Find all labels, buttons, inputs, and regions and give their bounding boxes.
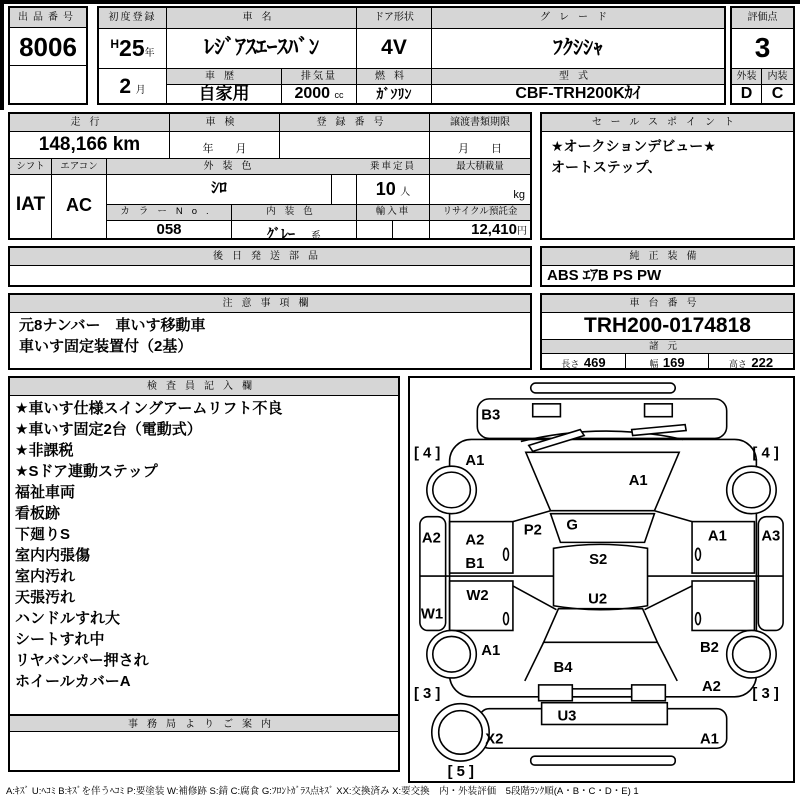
interior-color-label: 内装色 [232, 205, 357, 221]
inspector-item: 天張汚れ [15, 589, 76, 606]
inspector-item: 室内汚れ [15, 568, 76, 585]
inspector-item: 福祉車両 [15, 484, 76, 501]
inspector-item: ハンドルすれ大 [15, 610, 121, 627]
car-name-value: ﾚｼﾞｱｽｴｰｽﾊﾞﾝ [167, 29, 357, 68]
spec-label: 諸元 [542, 339, 793, 354]
recycle-label: リサイクル預託金 [430, 205, 530, 221]
height-label: 高さ [728, 359, 747, 369]
era-letter: H [110, 37, 120, 51]
damage-code-U2: U2 [588, 591, 608, 608]
inspector-item: ホイールカバーA [15, 673, 131, 690]
displacement-label: 排気量 [282, 68, 357, 85]
car-name-label: 車名 [167, 8, 357, 29]
damage-code-W2: W2 [466, 587, 489, 604]
damage-code-B4: B4 [553, 660, 573, 677]
transfer-deadline-value: 月 日 [458, 143, 502, 155]
transfer-deadline-label: 譲渡書類期限 [430, 114, 530, 132]
chassis-number-label: 車台番号 [542, 295, 793, 313]
rear-garnish-bar [531, 756, 675, 765]
damage-code-A1: A1 [465, 453, 485, 470]
inspector-item: 下廻りS [15, 526, 71, 543]
damage-code-P2: P2 [523, 522, 542, 539]
sales-point-line: ★オークションデビュー★ [551, 138, 716, 154]
exterior-color-label: 外装色 [107, 158, 357, 175]
rear-left-wheel [427, 630, 476, 678]
spec-length [542, 354, 626, 368]
fuel-label: 燃料 [357, 68, 432, 85]
exterior-grade-value: D [732, 85, 762, 103]
details-box [8, 112, 532, 240]
interior-grade-value: C [771, 85, 784, 102]
registration-number-value [280, 132, 430, 158]
chassis-number-value: TRH200-0174818 [584, 314, 751, 337]
mileage-label: 走行 [10, 114, 170, 132]
damage-code-3: [ 3 ] [752, 685, 779, 702]
damage-code-B3: B3 [481, 407, 501, 424]
front-right-wheel [727, 466, 776, 514]
door-handle [504, 548, 509, 560]
first-registration-year [99, 29, 167, 68]
chassis-box [540, 293, 795, 370]
shaken-value: 年 月 [170, 132, 280, 158]
color-no-label: カラーNo. [107, 205, 232, 221]
score-box [730, 6, 795, 105]
grade-value: ﾌｸｼｼｬ [553, 37, 603, 59]
damage-code-B1: B1 [465, 556, 485, 573]
import-value-right [393, 221, 430, 238]
model-code-label: 型式 [432, 68, 724, 85]
color-no-value: 058 [107, 221, 232, 238]
length-label: 長さ [561, 359, 580, 369]
mileage-value: 148,166 km [10, 132, 170, 158]
shift-label: シフト [10, 158, 52, 175]
width-label: 幅 [649, 359, 659, 369]
door-shape-value: 4V [357, 29, 432, 68]
shaken-label: 車検 [170, 114, 280, 132]
notes-content [10, 315, 530, 368]
displacement-unit: cc [334, 90, 344, 100]
score-value: 3 [754, 32, 771, 63]
max-load-label: 最大積載量 [430, 158, 530, 175]
wiper-left [529, 430, 584, 452]
damage-code-A1: A1 [628, 472, 648, 489]
sales-point-line: オートステップ、 [551, 159, 662, 175]
exterior-grade-label: 外装 [732, 68, 762, 85]
damage-code-legend: A:ｷｽﾞ U:ﾍｺﾐ B:ｷｽﾞを伴うﾍｺﾐ P:要塗装 W:補修跡 S:錆 C:腐食 G:ﾌﾛﾝﾄｶﾞﾗｽ点ｷｽﾞ XX:交換済み X:要交換 内・外装評価 5段階ﾗﾝｸ順(A・B・C・D・E) 1 [6, 786, 639, 797]
damage-code-A2: A2 [465, 532, 485, 549]
inspector-box [8, 376, 400, 772]
damage-diagram-box [408, 376, 795, 783]
reg-year: 25 [119, 35, 145, 61]
sales-points-label: セールスポイント [542, 114, 793, 132]
registration-number-label: 登録番号 [280, 114, 430, 132]
inspector-item: ★Sドア連動ステップ [15, 463, 158, 480]
damage-code-B2: B2 [699, 640, 719, 657]
month-unit: 月 [135, 85, 146, 96]
damage-code-A3: A3 [761, 528, 781, 545]
import-label: 輸入車 [357, 205, 430, 221]
auction-number-empty [10, 66, 86, 103]
c-pillar-left [513, 586, 557, 610]
spec-height [709, 354, 793, 368]
left-border-bar [0, 4, 4, 110]
spec-width [626, 354, 709, 368]
front-bumper [477, 399, 726, 439]
later-parts-box [8, 246, 532, 287]
sales-points-box [540, 112, 795, 240]
capacity-unit: 人 [400, 187, 411, 198]
damage-code-G: G [566, 517, 578, 534]
damage-code-A1: A1 [481, 643, 501, 660]
interior-color-value [232, 221, 357, 242]
damage-code-U3: U3 [557, 708, 577, 725]
height-value: 222 [751, 355, 774, 370]
vehicle-header-box [97, 6, 726, 105]
damage-code-A2: A2 [701, 678, 721, 695]
right-sliding-door [692, 581, 754, 630]
later-parts-label: 後日発送部品 [10, 248, 530, 266]
first-registration-month [99, 68, 167, 103]
interior-grade-label: 内装 [762, 68, 793, 85]
reg-month: 2 [119, 75, 132, 98]
damage-code-X2: X2 [485, 731, 504, 748]
notes-box [8, 293, 532, 370]
d-pillar-left [525, 642, 544, 681]
width-value: 169 [662, 355, 685, 370]
note-line: 車いす固定装置付（2基） [19, 338, 193, 355]
damage-code-W1: W1 [420, 606, 444, 623]
door-handle [696, 613, 701, 625]
rear-right-light [632, 685, 666, 701]
front-garnish-bar [531, 383, 675, 393]
inspector-item: シートすれ中 [15, 631, 105, 648]
office-notice-label: 事務局よりご案内 [10, 714, 398, 732]
capacity-value [357, 175, 430, 205]
interior-color-suffix: 系 [311, 231, 321, 242]
year-unit: 年 [144, 48, 155, 59]
auction-number-value: 8006 [10, 28, 86, 66]
windshield [526, 452, 679, 510]
history-label: 車歴 [167, 68, 282, 85]
note-line: 元8ナンバー 車いす移動車 [19, 317, 206, 334]
damage-code-S2: S2 [589, 552, 608, 569]
inspector-item: 看板跡 [15, 505, 61, 522]
notes-label: 注意事項欄 [10, 295, 530, 313]
inspector-label: 検査員記入欄 [10, 378, 398, 396]
door-handle [504, 613, 509, 625]
door-handle [696, 548, 701, 560]
equipment-label: 純正装備 [542, 248, 793, 266]
recycle-unit: 円 [517, 226, 527, 237]
later-parts-content [10, 266, 530, 285]
inspector-item: ★車いす固定2台（電動式） [15, 421, 202, 438]
front-left-wheel [427, 466, 476, 514]
wiper-right [632, 425, 686, 436]
spare-tire [432, 704, 489, 761]
top-border-bar [0, 0, 800, 4]
capacity-label: 乗車定員 [357, 158, 430, 175]
auction-number-label: 出品番号 [10, 8, 86, 28]
equipment-content: ABS ｴｱB PS PW [547, 267, 662, 284]
capacity-number: 10 [375, 179, 396, 199]
d-pillar-right [657, 642, 677, 681]
a-pillar-left [513, 511, 551, 522]
front-left-light [533, 404, 561, 417]
import-value-left [357, 221, 393, 238]
displacement-number: 2000 [294, 85, 331, 102]
max-load-value: kg [430, 175, 530, 205]
length-value: 469 [583, 355, 606, 370]
door-shape-label: ドア形状 [357, 8, 432, 29]
damage-code-A1: A1 [699, 731, 719, 748]
rear-light-bar [572, 689, 631, 697]
c-pillar-right [645, 586, 693, 610]
rear-left-light [539, 685, 573, 701]
model-code-value: CBF-TRH200Kｶｲ [515, 85, 641, 102]
recycle-fee: 12,410 [471, 221, 517, 238]
inspector-item: ★車いす仕様スイングアームリフト不良 [15, 400, 283, 417]
grade-label: グレード [432, 8, 724, 29]
front-right-light [645, 404, 673, 417]
shift-value: IAT [10, 175, 52, 238]
fuel-value: ｶﾞｿﾘﾝ [357, 85, 432, 103]
auction-number-box [8, 6, 88, 105]
damage-code-A2: A2 [421, 530, 441, 547]
score-label: 評価点 [732, 8, 793, 29]
inspector-item: 室内内張傷 [15, 547, 91, 564]
damage-code-5: [ 5 ] [447, 763, 474, 780]
sales-points-content [542, 134, 793, 238]
displacement-value [282, 85, 357, 103]
damage-code-4: [ 4 ] [413, 445, 441, 462]
damage-code-A1: A1 [707, 528, 727, 545]
a-pillar-right [654, 511, 692, 522]
rear-window [544, 609, 658, 643]
damage-code-4: [ 4 ] [752, 445, 779, 462]
aircon-value: AC [52, 175, 107, 238]
office-notice-content [10, 732, 398, 770]
history-value: 自家用 [167, 85, 282, 103]
exterior-color-value: ｼﾛ [107, 175, 332, 205]
aircon-label: エアコン [52, 158, 107, 175]
exterior-color-sub-cell [332, 175, 357, 205]
first-registration-label: 初度登録 [99, 8, 167, 29]
inspector-list [10, 398, 398, 712]
rear-right-wheel [727, 630, 776, 678]
interior-color-name: ｸﾞﾚｰ [266, 226, 295, 242]
equipment-box [540, 246, 795, 287]
damage-code-3: [ 3 ] [413, 685, 441, 702]
inspector-item: ★非課税 [15, 442, 74, 459]
inspector-item: リヤバンパー押され [15, 652, 149, 669]
recycle-value [430, 221, 530, 238]
car-top-view-diagram [410, 378, 793, 781]
